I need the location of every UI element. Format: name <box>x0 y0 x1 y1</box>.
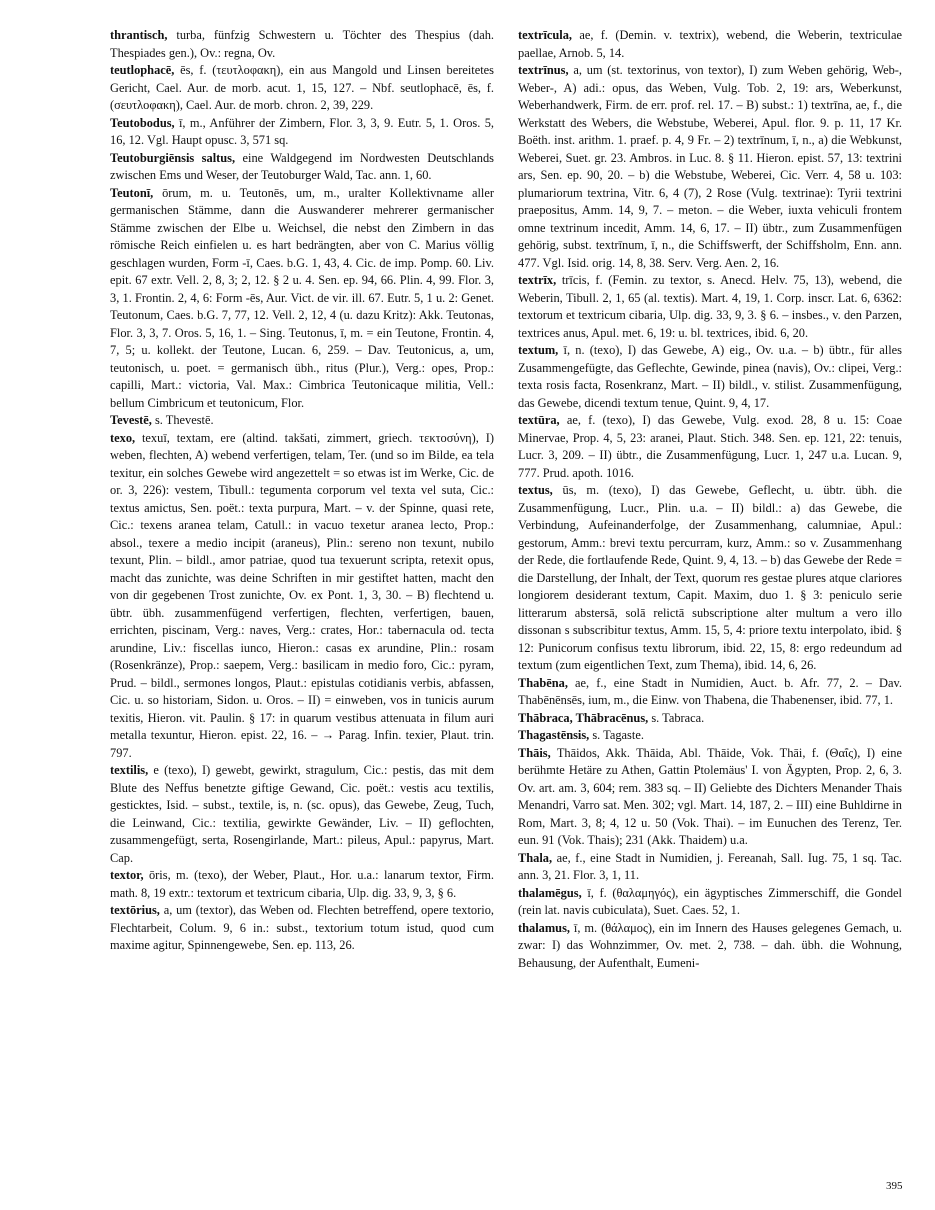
entry-headword: textrīnus, <box>518 63 569 77</box>
dictionary-entry <box>518 482 902 675</box>
entry-definition: e (texo), I) gewebt, gewirkt, stragulum, Cic.: pestis, das mit dem Blute des Neffus benetzte giftige Gewand, Cic. poët.: vestis acu textilis, gesticktes, Isid. – subst., textile, is, n. (sc. opus), das Gewebe, Zeug, Tuch, die Leinwand, Cic.: textilia, gewirkte Gewänder, Liv. – II) geflochten, zusammengefügt, serta, Rosengirlande, Mart.: pileus, Apul.: papyrus, Mart. Cap. <box>110 763 494 865</box>
dictionary-entry <box>518 710 902 728</box>
entry-headword: textus, <box>518 483 553 497</box>
dictionary-entry <box>110 27 494 62</box>
entry-definition: ūs, m. (texo), I) das Gewebe, Geflecht, u. übtr. übh. die Zusammenfügung, Lucr., Plin. u.a. – II) bildl.: a) das Gewebe, die Verbindung, Aufeinanderfolge, der Zusammenhang, calumniae, Apul.: gestorum, Amm.: brevi textu percurram, kurz, Amm.: so v. Zusammenhang der Rede, die fortlaufende Rede, Quint. 9, 4, 13. – b) das Gewebe der Rede = die Darstellung, der Inhalt, der Text, quorum res gestae plures atque clariores longiorem desiderant textum, Capit. Maxim, duo 1. § 3: peniculo serie litterarum abstersā, solā relictā subscriptione alter multum a vero illo dissonan s subscribitur textus, Amm. 15, 5, 4: priore textu interpolato, ibid. § 12: Punicorum confisus textu librorum, ibid. 22, 15, 8: ergo redeundum ad textum (zum eigentlichen Text, zum Thema), ibid. 14, 6, 26. <box>518 483 902 672</box>
entry-definition: ōrum, m. u. Teutonēs, um, m., uralter Kollektivname aller germanischen Stämme, dann die Auswanderer mehrerer germanischer Stämme zwischen der Elbe u. Weichsel, die nebst den Zimbern in das römische Reich einfielen u. es hart bedrängten, aber von C. Marius völlig geschlagen wurden, Form -ī, Caes. b.G. 1, 43, 4. Cic. de imp. Pomp. 60. Liv. epit. 67 extr. Vell. 2, 8, 3; 2, 12. § 2 u. 4. Sen. ep. 94, 66. Plin. 4, 99. Flor. 3, 3, 1. Frontin. 2, 4, 6: Form -ēs, Aur. Vict. de vir. ill. 67. Eutr. 5, 1 u. 2: Genet. Teutonum, Caes. b.G. 7, 77, 12. Vell. 2, 12, 4 (u. dazu Kritz): Akk. Teutonas, Flor. 3, 3, 7. Oros. 5, 16, 1. – Sing. Teutonus, ī, m. = ein Teutone, Frontin. 4, 7, 5; u. kollekt. der Teutone, Lucan. 6, 259. – Dav. Teutonicus, a, um, teutonisch, u. poet. = germanisch übh., ritus (Plur.), Verg.: opes, Prop.: capilli, Mart.: victoria, Val. Max.: Cimbrica Teutonicaque militia, Vell.: bellum Cimbricum et teutonicum, Flor. <box>110 185 494 410</box>
entry-headword: textūra, <box>518 413 560 427</box>
dictionary-entry <box>518 850 902 885</box>
entry-definition: ī, m., Anführer der Zimbern, Flor. 3, 3, 9. Eutr. 5, 1. Oros. 5, 16, 12. Vgl. Haupt opusc. 3, 571 sq. <box>110 115 494 147</box>
dictionary-entry <box>518 412 902 482</box>
entry-definition: ī, n. (texo), I) das Gewebe, A) eig., Ov. u.a. – b) übtr., für alles Zusammengefügte, das Geflechte, Gewinde, pinea (navis), Ov.: clipei, Verg.: texta rosis facta, Rosenkranz, Mart. – II) bildl., v. stilist. Zusammenfügung, das Gewebe, dicendi textum tenue, Quint. 9, 4, 17. <box>518 343 902 410</box>
entry-headword: Thabēna, <box>518 675 568 690</box>
dictionary-entry <box>518 62 902 272</box>
entry-definition: s. Tagaste. <box>589 728 644 742</box>
entry-definition: a, um (st. textorinus, von textor), I) zum Weben gehörig, Web-, Weber-, A) adi.: opus, das Weben, Vulg. Tob. 2, 19: ars, Weberkunst, Weberhandwerk, Firm. de err. prof. rel. 17. – B) subst.: 1) textrīna, ae, f., die Werkstatt des Webers, die Webstube, Weberei, Apul. flor. 9. p. 11, 17 Kr. Boëth. inst. arithm. 1. praef. p. 4, 9 Fr. – 2) textrīnum, ī, n., a) die Webkunst, Weberei, Suet. gr. 23. Ambros. in Luc. 8. § 11. Hieron. epist. 57, 13: textrini ars, Sen. ep. 90, 20. – b) die Webstube, Weberei, Cic. Verr. 4, 58 u. 103: plumariorum textrina, Vitr. 6, 4 (7), 2 Rose (Vulg. textrinae): Tyrii textrini praepositus, Amm. 14, 9, 7. – meton. – die Weber, iuxta vehiculi frontem omne textrinum incedit, Amm. 14, 6, 17. – II) übtr., zum Zusammenfügen gehörig, subst. textrīnum, ī, n., die Schiffswerft, der Schiffsholm, Enn. ann. 477. Vgl. Isid. orig. 14, 8, 38. Serv. Verg. Aen. 2, 16. <box>518 63 902 270</box>
entry-headword: Thala, <box>518 850 553 865</box>
entry-headword: Thagastēnsis, <box>518 728 590 742</box>
entry-headword: thrantisch, <box>110 28 168 42</box>
entry-definition: trīcis, f. (Femin. zu textor, s. Anecd. Helv. 75, 13), webend, die Weberin, Tibull. 2, 1, 65 (al. textis). Mart. 4, 19, 1. Corp. inscr. Lat. 6, 6362: textorum et textricum cibaria, Ulp. dig. 33, 9, 3. § 6. – insbes., v. den Parzen, textrices anus, Apul. met. 6, 19: u. bl. textrices, ibid. 6, 20. <box>518 273 902 340</box>
entry-definition: s. Thevestē. <box>151 413 214 427</box>
entry-definition: turba, fünfzig Schwestern u. Töchter des Thespius (dah. Thespiades gen.), Ov.: regna, Ov. <box>110 28 494 60</box>
dictionary-entry <box>110 412 494 430</box>
entry-definition: ī, f. (θαλαμηγός), ein ägyptisches Zimmerschiff, die Gondel (rein lat. navis cubiculata), Suet. Caes. 52, 1. <box>518 885 902 917</box>
dictionary-entry <box>518 920 902 973</box>
left-column <box>110 27 494 955</box>
entry-definition: texuī, textam, ere (altind. takšati, zimmert, griech. τεκτοσύνη), I) weben, flechten, A) webend verfertigen, telam, Ter. (und so im Bilde, ea tela texitur, ein solches Gewebe wird angezettelt = so etwas ist im Werke, Cic. de or. 3, 226): vestem, Tibull.: tegumenta corporum vel texta vel suta, Cic.: textus amictus, Sen. poët.: texta purpura, Mart. – v. der Spinne, quasi rete, Cic.: texens aranea telam, Catull.: in vacuo texetur aranea lecto, Prop.: absol., texere a medio incipit (araneus), Plin.: sereno non texunt, nubilo texunt, Plin. – bildl., amor patriae, quod tua texuerunt scripta, retexit opus, macht das zunichte, was deine Schriften in mir gestiftet hatten, macht den von dir gegebenen Trost zunichte, Ov. ex Pont. 1, 3, 30. – B) flechtend u. übtr. übh. zusammenfügend verfertigen, flechten, verfertigen, bauen, errichten, piscinam, Verg.: naves, Verg.: crates, Hor.: tabernacula od. tecta arundine, Liv.: fiscellas iunco, Hieron.: casas ex arundine, Plin.: rosam (Rosenkränze), Prop.: saepem, Verg.: basilicam in medio foro, Cic.: pyram, Prud. – bildl., sermones longos, Plaut.: epistulas cotidianis verbis, abfassen, Cic. u. so historiam, Sidon. u. Oros. – II) = einweben, vos in tunicis aurum texitis, Hieron. vit. Paulin. § 17: in quarum vestibus attenuata in filum auri metalla texuntur, Hieron. epist. 22, 16. – → Parag. Infin. texier, Plaut. trin. 797. <box>110 430 494 760</box>
dictionary-entry <box>518 727 902 745</box>
dictionary-entry <box>518 27 902 62</box>
page-number: 395 <box>886 1180 903 1192</box>
entry-definition: ae, f. (texo), I) das Gewebe, Vulg. exod. 28, 8 u. 15: Coae Minervae, Prop. 4, 5, 23: aranei, Plaut. Stich. 348. Sen. ep. 121, 22: tenuis, Lucr. 3, 209. – II) übtr., die Zusammenfügung, Lucr. 1, 247 u.a. Lucan. 9, 777. Prud. apoth. 1016. <box>518 413 902 480</box>
entry-definition: ī, m. (θάλαμος), ein im Innern des Hauses gelegenes Gemach, u. zwar: I) das Wohnzimmer, Ov. met. 2, 738. – dah. übh. die Wohnung, Behausung, der Aufenthalt, Eumeni- <box>518 920 902 970</box>
entry-headword: Teutoburgiēnsis saltus, <box>110 150 236 165</box>
entry-definition: ae, f., eine Stadt in Numidien, Auct. b. Afr. 77, 2. – Dav. Thabēnēnsēs, ium, m., die Einw. von Thabena, die Thabenenser, ibid. 77, 1. <box>518 675 902 707</box>
entry-headword: texo, <box>110 430 136 445</box>
entry-definition: s. Tabraca. <box>648 710 705 725</box>
dictionary-entry <box>518 885 902 920</box>
entry-headword: thalamēgus, <box>518 885 582 900</box>
entry-definition: ōris, m. (texo), der Weber, Plaut., Hor. u.a.: lanarum textor, Firm. math. 8, 19 extr.: textorum et textricum cibaria, Ulp. dig. 33, 9, 3, § 6. <box>110 868 494 900</box>
entry-headword: textrīcula, <box>518 28 573 42</box>
dictionary-entry <box>518 342 902 412</box>
dictionary-entry <box>518 745 902 850</box>
entry-headword: textilis, <box>110 763 149 777</box>
entry-headword: Thāis, <box>518 745 551 760</box>
entry-definition: eine Waldgegend im Nordwesten Deutschlands zwischen Ems und Weser, der Teutoburger Wald, Tac. ann. 1, 60. <box>110 150 495 182</box>
entry-headword: textrīx, <box>518 273 557 287</box>
entry-definition: ae, f. (Demin. v. textrix), webend, die Weberin, textriculae paellae, Arnob. 5, 14. <box>518 28 902 60</box>
entry-definition: ēs, f. (τευτλοφακη), ein aus Mangold und Linsen bereitetes Gericht, Cael. Aur. de morb. acut. 1, 15, 127. – Nbf. seutlophacē, ēs, f. (σευτλοφακη), Cael. Aur. de morb. chron. 2, 39, 229. <box>110 63 494 112</box>
dictionary-entry <box>110 867 494 902</box>
right-column <box>518 27 902 972</box>
dictionary-entry <box>110 762 494 867</box>
dictionary-entry <box>518 675 902 710</box>
dictionary-entry <box>110 185 494 413</box>
dictionary-entry <box>518 272 902 342</box>
entry-headword: Teutobodus, <box>110 115 175 130</box>
entry-headword: textōrius, <box>110 903 160 917</box>
dictionary-entry <box>110 902 494 955</box>
dictionary-entry <box>110 115 494 150</box>
entry-headword: thalamus, <box>518 920 570 935</box>
entry-definition: Thāidos, Akk. Thāida, Abl. Thāide, Vok. Thāi, f. (Θαΐς), I) eine berühmte Hetäre zu Athen, Gattin Ptolemäus' I. von Ägypten, Prop. 2, 6, 3. Ov. art. am. 3, 604; rem. 383 sq. – II) Geliebte des Dichters Menander Thais Menandri, Varro sat. Men. 302; vgl. Mart. 14, 187, 2. – III) eine Buhldirne in Rom, Mart. 3, 8; 4, 12 u. 50 (Vok. Thai). – im Eunuchen des Terenz, Ter. eun. 91 (Vok. Thais); 231 (Akk. Thaidem) u.a. <box>518 745 902 847</box>
entry-headword: Tevestē, <box>110 413 152 427</box>
entry-definition: a, um (textor), das Weben od. Flechten betreffend, opere textorio, Flechtarbeit, Colum. 9, 6 in.: subst., textorium totum istud, quod cum maxime agitur, Spinnengewebe, Sen. ep. 113, 26. <box>110 903 494 952</box>
entry-headword: teutlophacē, <box>110 63 175 77</box>
entry-definition: ae, f., eine Stadt in Numidien, j. Fereanah, Sall. Iug. 75, 1 sq. Tac. ann. 3, 21. Flor. 3, 1, 11. <box>518 850 902 882</box>
entry-headword: textor, <box>110 868 144 882</box>
entry-headword: Teutonī, <box>110 185 154 200</box>
entry-headword: textum, <box>518 343 559 357</box>
dictionary-entry <box>110 430 494 763</box>
dictionary-entry <box>110 62 494 115</box>
entry-headword: Thābraca, Thābracēnus, <box>518 710 649 725</box>
dictionary-entry <box>110 150 494 185</box>
